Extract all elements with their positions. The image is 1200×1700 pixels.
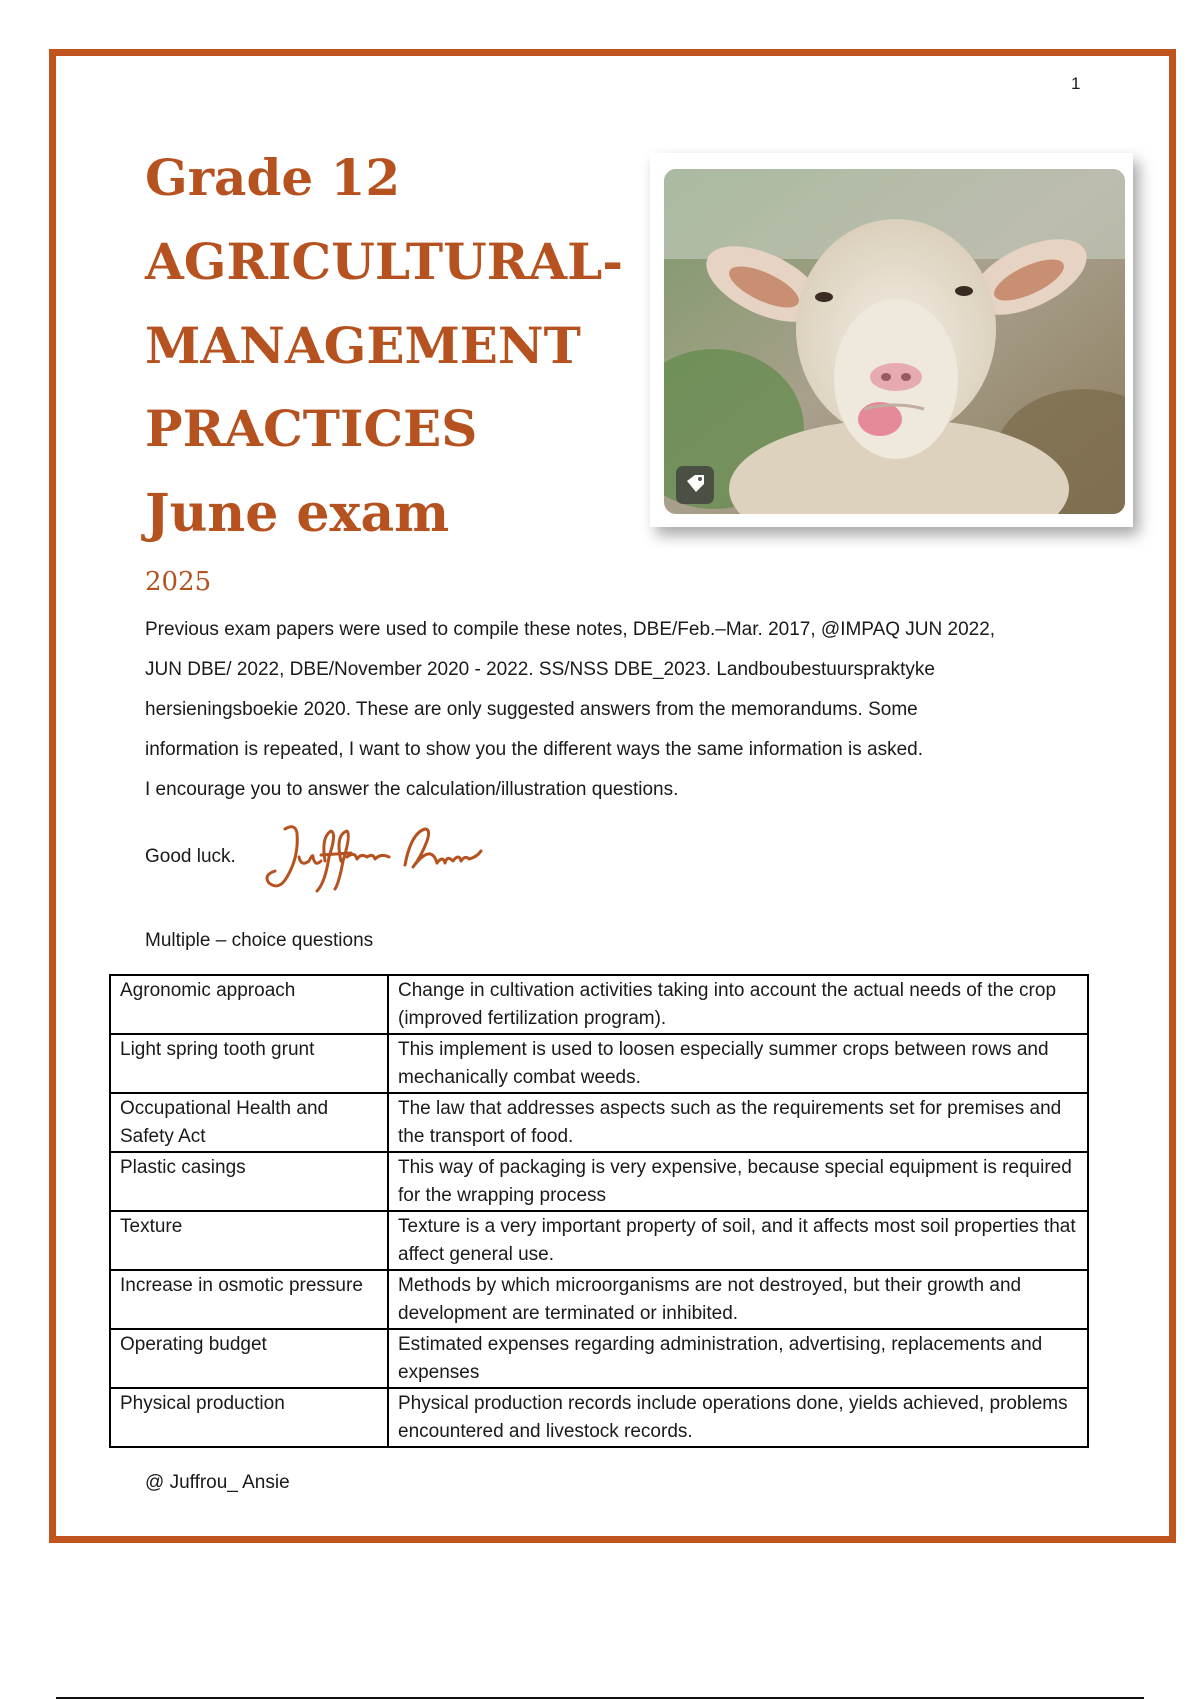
mcq-table <box>109 974 1089 1448</box>
page-number: 1 <box>1071 74 1081 93</box>
bottom-divider <box>56 1697 1144 1699</box>
definition-cell: Estimated expenses regarding administration, advertising, replacements and expenses <box>388 1329 1088 1388</box>
term-cell: Physical production <box>110 1388 388 1447</box>
term-cell: Texture <box>110 1211 388 1270</box>
sheep-photo <box>650 153 1133 527</box>
term-cell: Agronomic approach <box>110 975 388 1034</box>
intro-paragraph <box>145 610 1085 810</box>
intro-line: hersieningsboekie 2020. These are only suggested answers from the memorandums. Some <box>145 699 918 720</box>
sheep-illustration <box>664 169 1125 514</box>
good-luck-text: Good luck. <box>145 846 236 867</box>
definition-cell: This implement is used to loosen especially summer crops between rows and mechanically combat weeds. <box>388 1034 1088 1093</box>
title-subject-line3: PRACTICES <box>145 399 478 458</box>
term-cell: Light spring tooth grunt <box>110 1034 388 1093</box>
definition-cell: Physical production records include operations done, yields achieved, problems encountered and livestock records. <box>388 1388 1088 1447</box>
intro-line: I encourage you to answer the calculation/illustration questions. <box>145 779 679 800</box>
title-exam: June exam <box>145 483 450 544</box>
term-cell: Plastic casings <box>110 1152 388 1211</box>
mcq-heading: Multiple – choice questions <box>145 930 374 951</box>
term-cell: Occupational Health and Safety Act <box>110 1093 388 1152</box>
table-row <box>110 1211 1088 1270</box>
tag-icon[interactable] <box>676 466 714 504</box>
table-row <box>110 1034 1088 1093</box>
intro-line: Previous exam papers were used to compile these notes, DBE/Feb.–Mar. 2017, @IMPAQ JUN 2022, <box>145 619 996 640</box>
intro-line: information is repeated, I want to show you the different ways the same information is asked. <box>145 739 923 760</box>
table-row <box>110 1329 1088 1388</box>
definition-cell: Change in cultivation activities taking into account the actual needs of the crop (improved fertilization program). <box>388 975 1088 1034</box>
title-grade: Grade 12 <box>145 148 401 207</box>
title-subject-line1: AGRICULTURAL- <box>145 232 623 291</box>
intro-line: JUN DBE/ 2022, DBE/November 2020 - 2022. SS/NSS DBE_2023. Landboubestuurspraktyke <box>145 659 935 680</box>
term-cell: Operating budget <box>110 1329 388 1388</box>
signature <box>255 817 495 897</box>
term-cell: Increase in osmotic pressure <box>110 1270 388 1329</box>
table-row <box>110 1152 1088 1211</box>
author-handle: @ Juffrou_ Ansie <box>145 1472 290 1493</box>
definition-cell: Methods by which microorganisms are not destroyed, but their growth and development are terminated or inhibited. <box>388 1270 1088 1329</box>
table-row <box>110 1093 1088 1152</box>
definition-cell: Texture is a very important property of soil, and it affects most soil properties that affect general use. <box>388 1211 1088 1270</box>
definition-cell: This way of packaging is very expensive, because special equipment is required for the wrapping process <box>388 1152 1088 1211</box>
table-row <box>110 975 1088 1034</box>
exam-year: 2025 <box>145 567 212 597</box>
table-row <box>110 1388 1088 1447</box>
title-subject-line2: MANAGEMENT <box>145 316 581 375</box>
definition-cell: The law that addresses aspects such as the requirements set for premises and the transport of food. <box>388 1093 1088 1152</box>
table-row <box>110 1270 1088 1329</box>
